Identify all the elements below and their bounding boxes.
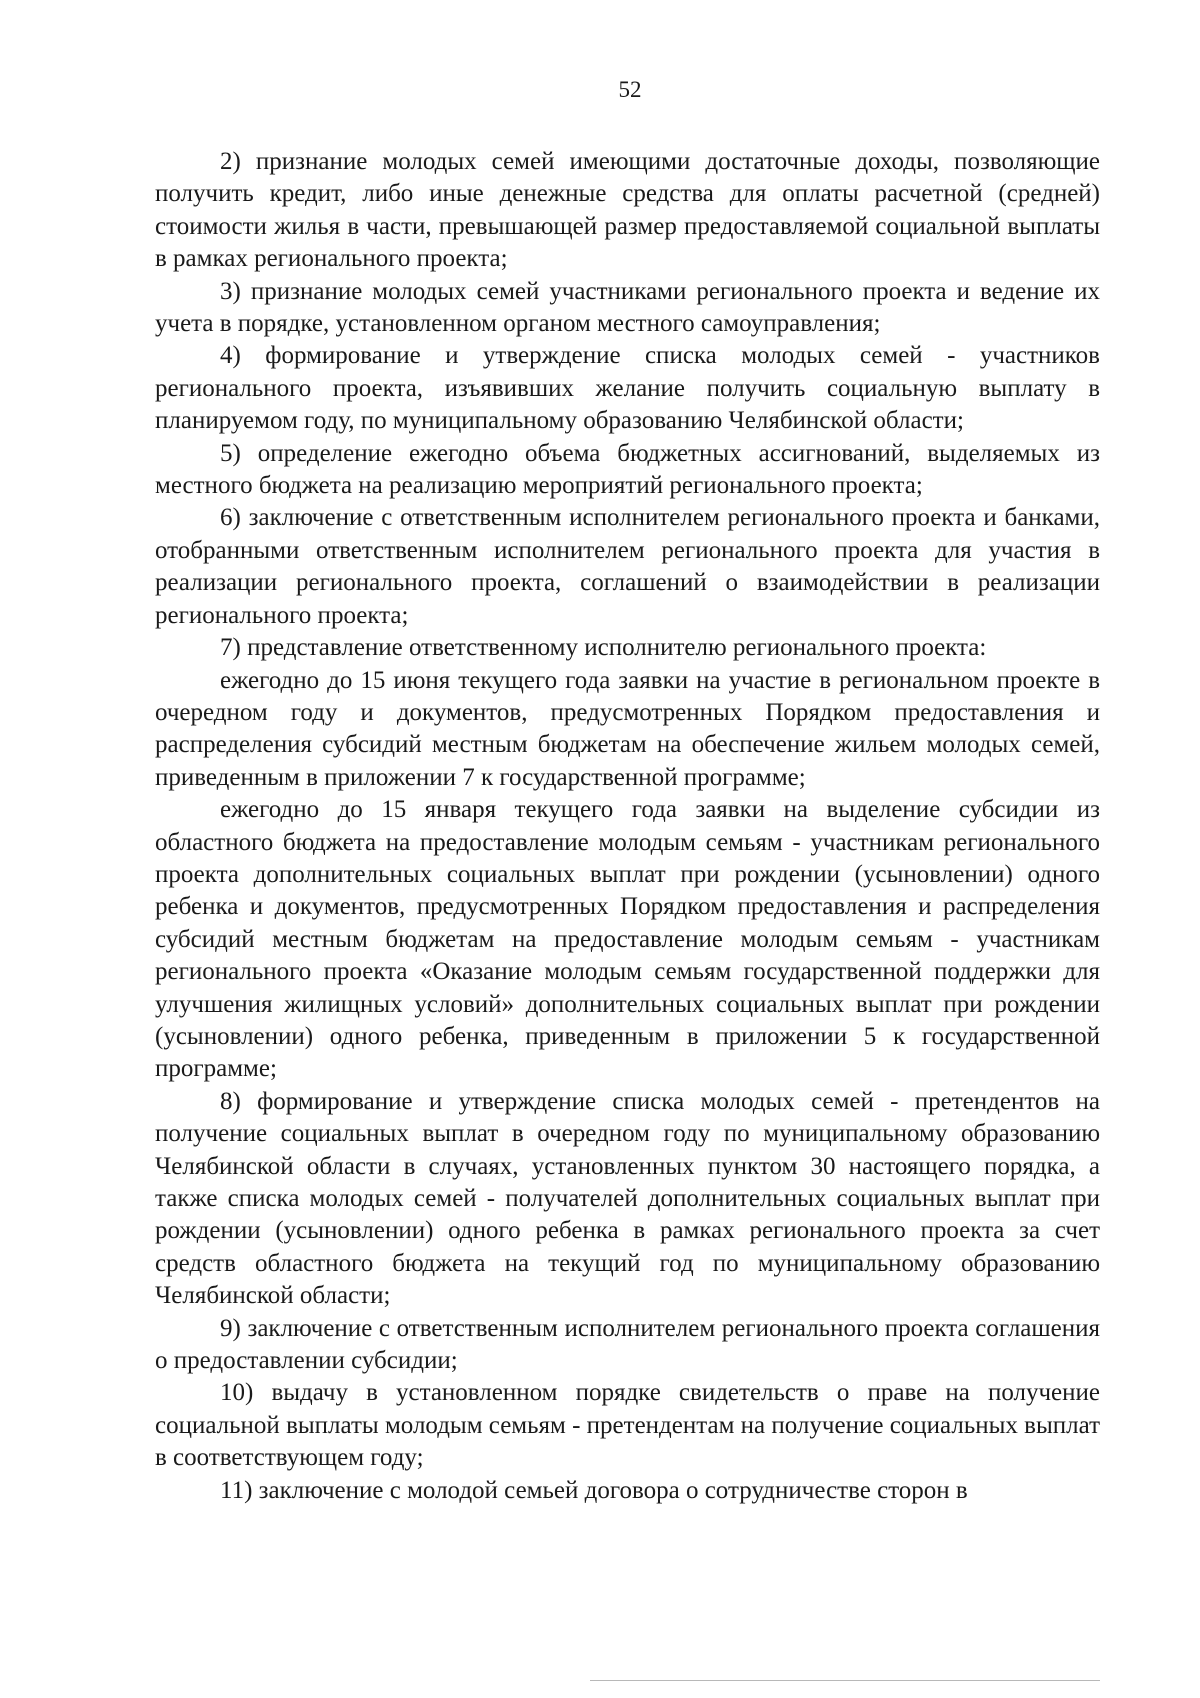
paragraph-item-3: 3) признание молодых семей участниками регионального проекта и ведение их учета в порядке, установленном органом местного самоуправления; (155, 277, 1100, 338)
paragraph-item-5: 5) определение ежегодно объема бюджетных ассигнований, выделяемых из местного бюджета на реализацию мероприятий регионального проекта; (155, 439, 1100, 500)
document-body (155, 146, 1100, 1507)
paragraph-item-9: 9) заключение с ответственным исполнителем регионального проекта соглашения о предоставлении субсидии; (155, 1314, 1100, 1375)
paragraph-item-10: 10) выдачу в установленном порядке свидетельств о праве на получение социальной выплаты молодым семьям - претендентам на получение социальных выплат в соответствующем году; (155, 1379, 1100, 1472)
paragraph-item-7-june: ежегодно до 15 июня текущего года заявки на участие в региональном проекте в очередном году и документов, предусмотренных Порядком предоставления и распределения субсидий местным бюджетам на обеспечение жильем молодых семей, приведенным в приложении 7 к государственной программе; (155, 666, 1100, 791)
page-number: 52 (618, 77, 642, 102)
paragraph-item-7: 7) представление ответственному исполнителю регионального проекта: (220, 634, 987, 662)
paragraph-item-6: 6) заключение с ответственным исполнителем регионального проекта и банками, отобранными ответственным исполнителем регионального проекта для участия в реализации регионального проекта, соглашений о взаимодействии в реализации регионального проекта; (155, 504, 1100, 629)
paragraph-item-4: 4) формирование и утверждение списка молодых семей - участников регионального проекта, изъявивших желание получить социальную выплату в планируемом году, по муниципальному образованию Челябинской области; (155, 342, 1100, 435)
paragraph-item-2: 2) признание молодых семей имеющими достаточные доходы, позволяющие получить кредит, либо иные денежные средства для оплаты расчетной (средней) стоимости жилья в части, превышающей размер предоставляемой социальной выплаты в рамках регионального проекта; (155, 148, 1100, 273)
paragraph-item-8: 8) формирование и утверждение списка молодых семей - претендентов на получение социальных выплат в очередном году по муниципальному образованию Челябинской области в случаях, установленных пунктом 30 настоящего порядка, а также списка молодых семей - получателей дополнительных социальных выплат при рождении (усыновлении) одного ребенка в рамках регионального проекта за счет средств областного бюджета на текущий год по муниципальному образованию Челябинской области; (155, 1087, 1100, 1310)
paragraph-item-11: 11) заключение с молодой семьей договора о сотрудничестве сторон в (220, 1476, 968, 1504)
scan-edge-line (590, 1680, 1100, 1681)
paragraph-item-7-january: ежегодно до 15 января текущего года заявки на выделение субсидии из областного бюджета на предоставление молодым семьям - участникам регионального проекта дополнительных социальных выплат при рождении (усыновлении) одного ребенка и документов, предусмотренных Порядком предоставления и распределения субсидий местным бюджетам на предоставление молодым семьям - участникам регионального проекта «Оказание молодым семьям государственной поддержки для улучшения жилищных условий» дополнительных социальных выплат при рождении (усыновлении) одного ребенка, приведенным в приложении 5 к государственной программе; (155, 796, 1100, 1083)
